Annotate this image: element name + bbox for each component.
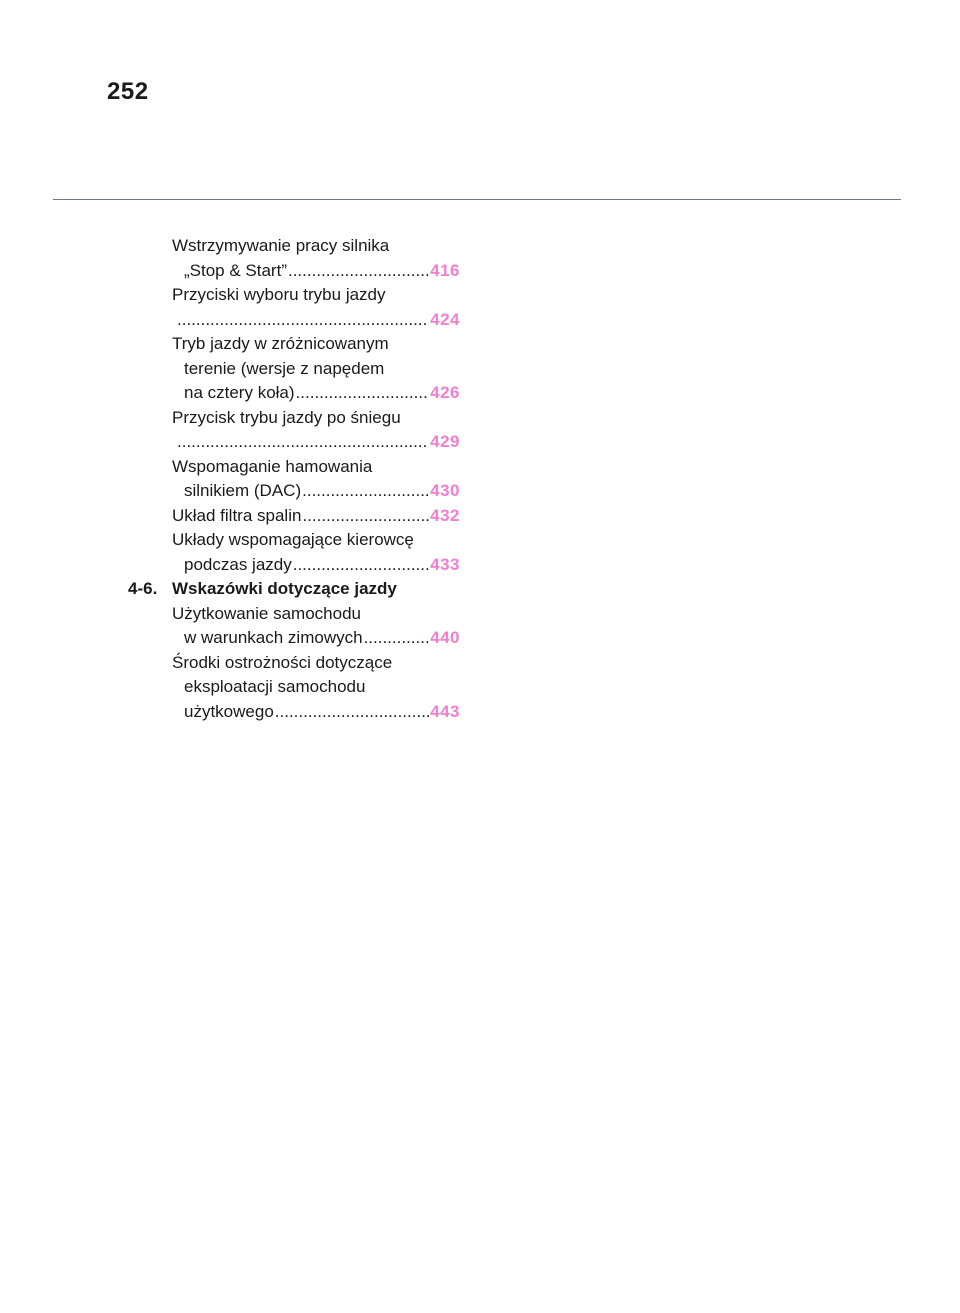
section-number: 4-6.: [128, 579, 158, 598]
toc-entry-driver-assist[interactable]: [100, 528, 460, 577]
toc-page-link[interactable]: 416: [430, 260, 460, 280]
toc-entry-drive-mode-buttons[interactable]: [100, 283, 460, 332]
toc-page-link[interactable]: 430: [430, 481, 460, 500]
toc-entry-text: podczas jazdy: [184, 554, 292, 574]
toc-entry-text: na cztery koła): [184, 383, 295, 402]
toc-page-link[interactable]: 440: [430, 628, 460, 647]
toc-page-link[interactable]: 443: [430, 701, 460, 721]
toc-entry-text: użytkowego: [184, 701, 274, 721]
toc-entry-exhaust-filter[interactable]: [100, 504, 460, 529]
toc-entry-text: Przycisk trybu jazdy po śniegu: [172, 407, 401, 427]
section-title: Wskazówki dotyczące jazdy: [172, 579, 397, 598]
toc-page-link[interactable]: 433: [430, 554, 460, 574]
toc-entry-text: Przyciski wyboru trybu jazdy: [172, 285, 386, 304]
toc-entry-text: Użytkowanie samochodu: [172, 603, 361, 623]
table-of-contents: [100, 234, 460, 724]
toc-entry-text: eksploatacji samochodu: [184, 677, 366, 696]
toc-entry-text: w warunkach zimowych: [184, 628, 363, 647]
toc-page-link[interactable]: 432: [430, 505, 460, 525]
toc-section-heading[interactable]: [100, 577, 460, 602]
toc-entry-text: Tryb jazdy w zróżnicowanym: [172, 334, 389, 353]
toc-page-link[interactable]: 426: [430, 383, 460, 402]
toc-page-link[interactable]: 424: [430, 309, 460, 329]
toc-entry-text: Wspomaganie hamowania: [172, 456, 373, 476]
toc-entry-text: silnikiem (DAC): [184, 481, 302, 500]
toc-entry-winter-use[interactable]: [100, 602, 460, 651]
toc-entry-stop-start[interactable]: [100, 234, 460, 283]
toc-entry-text: „Stop & Start”: [184, 260, 287, 280]
toc-entry-text: Środki ostrożności dotyczące: [172, 652, 393, 672]
toc-entry-text: Układ filtra spalin: [172, 505, 302, 525]
toc-entry-snow-mode[interactable]: [100, 406, 460, 455]
toc-entry-utility-vehicle[interactable]: [100, 651, 460, 725]
toc-entry-text: terenie (wersje z napędem: [184, 358, 385, 378]
page-number: 252: [107, 78, 149, 105]
toc-entry-dac[interactable]: [100, 455, 460, 504]
toc-entry-text: Wstrzymywanie pracy silnika: [172, 236, 390, 255]
toc-entry-text: Układy wspomagające kierowcę: [172, 530, 414, 549]
toc-page-link[interactable]: 429: [430, 432, 460, 451]
header-rule: [53, 199, 901, 200]
toc-entry-terrain-mode[interactable]: [100, 332, 460, 406]
